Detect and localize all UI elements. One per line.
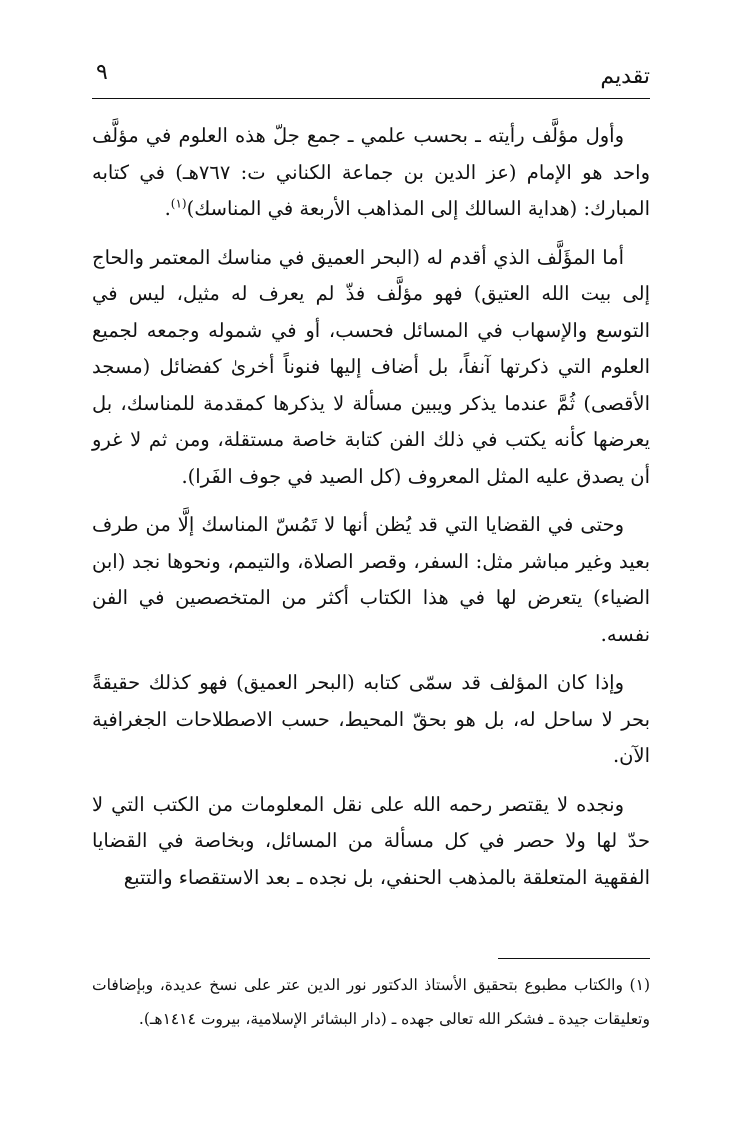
paragraph-1-tail: . bbox=[164, 197, 171, 220]
footnote-marker: (١) bbox=[629, 976, 650, 994]
paragraph-3: وحتى في القضايا التي قد يُظن أنها لا تَمُسّ المناسك إلَّا من طرف بعيد وغير مباشر مثل: السفر، وقصر الصلاة، والتيمم، ونحوها نجد (ابن الضياء) يتعرض لها في هذا الكتاب أكثر من المتخصصين في الفن نفسه. bbox=[92, 513, 650, 646]
page-header bbox=[92, 58, 650, 99]
paragraph-1 bbox=[92, 118, 650, 228]
footnote-reference: (١) bbox=[170, 196, 187, 211]
paragraph-1-text: وأول مؤلَّف رأيته ـ بحسب علمي ـ جمع جلّ هذه العلوم في مؤلَّف واحد هو الإمام (عز الدين بن جماعة الكناني ت: ٧٦٧هـ) في كتابه المبارك: (هداية السالك إلى المذاهب الأربعة في المناسك) bbox=[92, 124, 650, 220]
body-text bbox=[92, 118, 650, 908]
chapter-title: تقديم bbox=[600, 64, 650, 89]
paragraph-5: ونجده لا يقتصر رحمه الله على نقل المعلومات من الكتب التي لا حدّ لها ولا حصر في كل مسألة من المسائل، وبخاصة في القضايا الفقهية المتعلقة بالمذهب الحنفي، بل نجده ـ بعد الاستقصاء والتتبع bbox=[92, 792, 650, 889]
page-number: ٩ bbox=[96, 60, 108, 85]
footnotes bbox=[92, 968, 650, 1036]
paragraph-2: أما المؤَلَّف الذي أقدم له (البحر العميق في مناسك المعتمر والحاج إلى بيت الله العتيق) فهو مؤلَّف فذّ لم يعرف له مثيل، ليس في التوسع والإسهاب في المسائل فحسب، أو في شموله وجمعه لجميع العلوم التي ذكرتها آنفاً، بل أضاف إليها فنوناً أخرىٰ كفضائل (مسجد الأقصى) ثُمَّ عندما يذكر ويبين مسألة لا يذكرها كمقدمة للمناسك، بل يعرضها كأنه يكتب في ذلك الفن كتابة خاصة مستقلة، ومن ثم لا غرو أن يصدق عليه المثل المعروف (كل الصيد في جوف الفَرا). bbox=[92, 245, 650, 488]
footnote-divider bbox=[498, 958, 650, 959]
footnote-text: والكتاب مطبوع بتحقيق الأستاذ الدكتور نور الدين عتر على نسخ عديدة، وبإضافات وتعليقات جيدة ـ فشكر الله تعالى جهده ـ (دار البشائر الإسلامية، بيروت ١٤١٤هـ). bbox=[92, 976, 650, 1028]
paragraph-4: وإذا كان المؤلف قد سمّى كتابه (البحر العميق) فهو كذلك حقيقةً بحر لا ساحل له، بل هو بحقّ المحيط، حسب الاصطلاحات الجغرافية الآن. bbox=[92, 671, 650, 767]
footnote-1 bbox=[92, 968, 650, 1036]
